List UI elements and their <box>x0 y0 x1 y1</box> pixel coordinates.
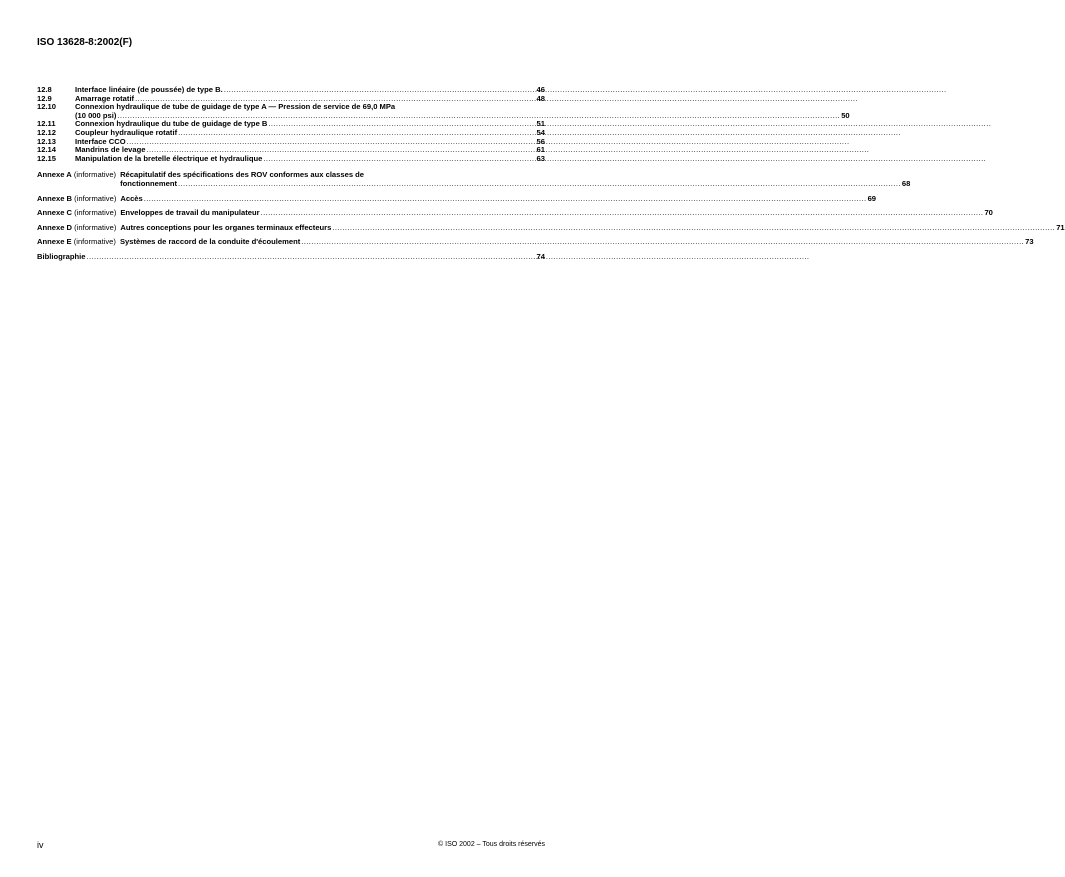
toc-annex-e[interactable] <box>37 237 1034 247</box>
annex-label: Annexe B <box>37 193 73 203</box>
toc-page: 74 <box>536 251 545 261</box>
toc-number: 12.12 <box>37 127 57 137</box>
annex-label: Annexe A <box>37 170 72 180</box>
toc-number: 12.13 <box>37 136 57 146</box>
table-of-contents <box>37 85 1065 262</box>
annex-label: Annexe E <box>37 237 72 247</box>
toc-annex-d[interactable] <box>37 222 1065 233</box>
toc-title-line2: (10 000 psi) <box>75 110 117 120</box>
toc-title: Amarrage rotatif <box>75 93 135 103</box>
toc-page: 63 <box>536 153 545 163</box>
toc-title: Mandrins de levage <box>75 145 146 155</box>
annex-title-line1: Récapitulatif des spécifications des ROV conformes aux classes de <box>120 170 365 180</box>
toc-page: 61 <box>536 145 545 155</box>
leader-dots <box>332 224 1055 233</box>
leader-dots <box>263 155 986 164</box>
annex-type: (informative) <box>73 170 117 180</box>
toc-title: Interface CCO <box>75 136 126 146</box>
toc-annex-c[interactable] <box>37 208 993 218</box>
toc-number: 12.14 <box>37 145 57 155</box>
toc-page: 71 <box>1056 222 1065 232</box>
toc-number: 12.10 <box>37 102 57 112</box>
annex-label: Annexe D <box>37 222 73 232</box>
annex-type: (informative) <box>74 208 117 218</box>
toc-page: 48 <box>536 93 545 103</box>
toc-page: 51 <box>536 119 545 129</box>
annex-type: (informative) <box>73 237 116 247</box>
page-number: iv <box>37 840 44 850</box>
bibliography-title: Bibliographie <box>37 251 86 261</box>
leader-dots <box>261 209 984 218</box>
toc-page: 50 <box>841 110 850 120</box>
toc-title: Interface linéaire (de poussée) de type B. <box>75 85 223 94</box>
toc-number: 12.11 <box>37 119 56 129</box>
toc-number: 12.15 <box>37 153 57 163</box>
annex-label: Annexe C <box>37 208 73 218</box>
toc-title-line1: Connexion hydraulique de tube de guidage de type A — Pression de service de 69,0 MPa <box>75 102 396 112</box>
copyright-notice: © ISO 2002 – Tous droits réservés <box>438 841 545 848</box>
toc-title: Connexion hydraulique du tube de guidage de type B <box>75 119 268 129</box>
document-header: ISO 13628-8:2002(F) <box>37 37 133 48</box>
toc-entry-12-15[interactable] <box>37 155 545 164</box>
toc-page: 46 <box>536 85 545 94</box>
leader-dots <box>178 180 901 189</box>
toc-number: 12.9 <box>37 93 52 103</box>
leader-dots <box>144 195 867 204</box>
annex-title: Systèmes de raccord de la conduite d'écoulement <box>119 237 301 247</box>
leader-dots <box>87 253 810 262</box>
annex-title: Enveloppes de travail du manipulateur <box>120 208 260 218</box>
leader-dots <box>301 238 1024 247</box>
toc-title: Manipulation de la bretelle électrique et hydraulique <box>75 153 263 163</box>
toc-entry-12-10[interactable] <box>37 102 850 120</box>
toc-page: 70 <box>984 208 993 218</box>
annex-title: Autres conceptions pour les organes terminaux effecteurs <box>120 222 332 232</box>
annex-title: Accès <box>120 193 143 203</box>
toc-page: 54 <box>536 127 545 137</box>
toc-number: 12.8 <box>37 85 52 94</box>
toc-page: 56 <box>536 136 545 146</box>
annex-title-line2: fonctionnement <box>120 178 178 188</box>
toc-bibliography[interactable] <box>37 253 545 262</box>
toc-page: 69 <box>867 193 877 203</box>
annex-type: (informative) <box>74 222 117 232</box>
toc-page: 73 <box>1025 237 1034 247</box>
toc-annex-b[interactable] <box>37 193 877 204</box>
toc-page: 68 <box>901 178 911 188</box>
annex-type: (informative) <box>74 193 117 203</box>
toc-title: Coupleur hydraulique rotatif <box>75 127 178 137</box>
toc-annex-a[interactable] <box>37 170 911 188</box>
